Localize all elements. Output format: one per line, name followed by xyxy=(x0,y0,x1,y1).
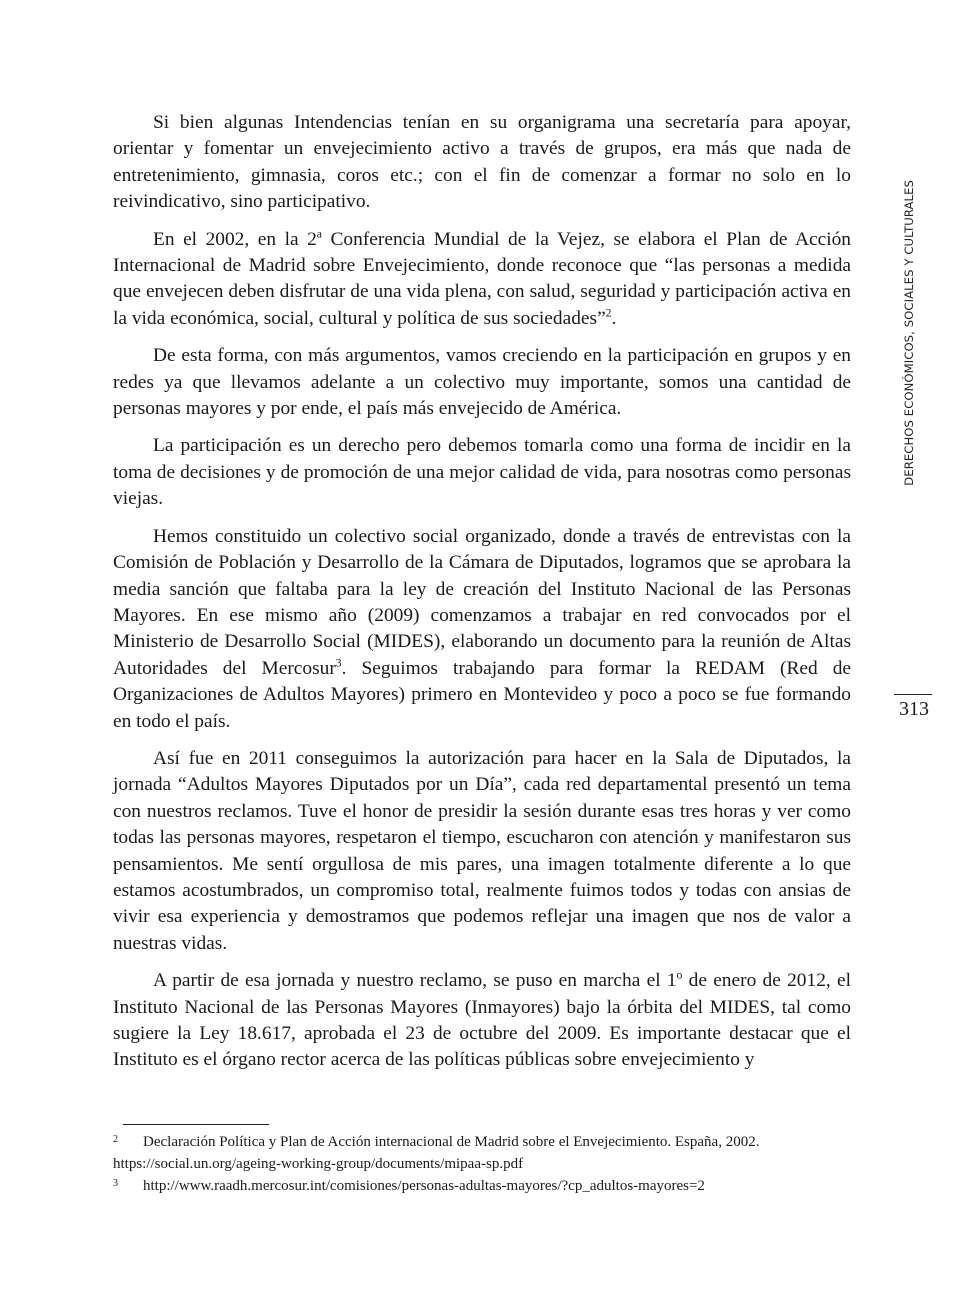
footnote-ref-2[interactable]: 2 xyxy=(605,306,612,320)
ordinal-superscript: a xyxy=(316,227,322,241)
paragraph-5-text: Hemos constituido un colectivo social organizado, donde a través de entrevistas con la Comisión de Población y Desarrollo de la Cámara de Diputados, logramos que se aprobara la media sanción que faltaba para la ley de creación del Instituto Nacional de las Personas Mayores. En ese mismo año (2009) comenzamos a trabajar en red convocados por el Ministerio de Desarrollo Social (MIDES), elaborando un documento para la reunión de Altas Autoridades del Mercosur xyxy=(113,525,851,679)
page-number-rule xyxy=(894,694,932,695)
paragraph-4: La participación es un derecho pero debemos tomarla como una forma de incidir en la toma de decisiones y de promoción de una mejor calidad de vida, para nosotras como personas viejas. xyxy=(113,435,851,510)
paragraph-6: Así fue en 2011 conseguimos la autorización para hacer en la Sala de Diputados, la jornada “Adultos Mayores Diputados por un Día”, cada red departamental presentó un tema con nuestros reclamos. Tuve el honor de presidir la sesión durante esas tres horas y ver como todas las personas mayores, respetaron el tiempo, escucharon con atención y manifestaron sus pensamientos. Me sentí orgullosa de mis pares, una imagen totalmente diferente a lo que estamos acostumbrados, un compromiso total, realmente fuimos todos y todas con ansias de vivir esa experiencia y demostramos que podemos reflejar una imagen que nos de valor a nuestras vidas. xyxy=(113,747,851,954)
paragraph-2-end: . xyxy=(611,307,617,329)
footnote-rule xyxy=(123,1124,269,1125)
footnote-3 xyxy=(113,1175,851,1197)
paragraph-7-text-cont: de enero de 2012, el Instituto Nacional de las Personas Mayores (Inmayores) bajo la órbita del MIDES, tal como sugiere la Ley 18.617, aprobada el 23 de octubre del 2009. Es importante destacar que el Instituto es el órgano rector acerca de las políticas públicas sobre envejecimiento y xyxy=(113,970,851,1071)
footnote-link[interactable]: https://social.un.org/ageing-working-group/documents/mipaa-sp.pdf xyxy=(113,1156,524,1172)
footnote-text: Declaración Política y Plan de Acción internacional de Madrid sobre el Envejecimiento. España, 2002. xyxy=(143,1134,760,1150)
paragraph-2-text: En el 2002, en la 2 xyxy=(153,228,317,250)
paragraph-5-text-cont: . Seguimos trabajando para formar la REDAM (Red de Organizaciones de Adultos Mayores) primero en Montevideo y poco a poco se fue formando en todo el país. xyxy=(113,657,851,732)
footnote-number: 3 xyxy=(113,1178,118,1189)
paragraph-2 xyxy=(113,227,851,333)
footnotes xyxy=(113,1131,851,1197)
paragraph-3: De esta forma, con más argumentos, vamos creciendo en la participación en grupos y en redes ya que llevamos adelante a un colectivo muy importante, somos una cantidad de personas mayores y por ende, el país más envejecido de América. xyxy=(113,345,851,420)
paragraph-2-text-cont: Conferencia Mundial de la Vejez, se elabora el Plan de Acción Internacional de Madrid sobre Envejecimiento, donde reconoce que “las personas a medida que envejecen deben disfrutar de una vida plena, con salud, seguridad y participación activa en la vida económica, social, cultural y política de sus sociedades” xyxy=(113,228,851,329)
page-number: 313 xyxy=(899,698,929,720)
footnote-number: 2 xyxy=(113,1134,118,1145)
ordinal-superscript: o xyxy=(676,968,683,982)
footnote-2 xyxy=(113,1131,851,1175)
paragraph-5 xyxy=(113,524,851,735)
footnote-ref-3[interactable]: 3 xyxy=(335,656,342,670)
paragraph-1: Si bien algunas Intendencias tenían en su organigrama una secretaría para apoyar, orientar y fomentar un envejecimiento activo a través de grupos, era más que nada de entretenimiento, gimnasia, coros etc.; con el fin de comenzar a formar no solo en lo reivindicativo, sino participativo. xyxy=(113,112,851,213)
paragraph-7 xyxy=(113,968,851,1074)
footnote-link[interactable]: http://www.raadh.mercosur.int/comisiones/personas-adultas-mayores/?cp_adultos-mayores=2 xyxy=(143,1178,705,1194)
paragraph-7-text: A partir de esa jornada y nuestro reclamo, se puso en marcha el 1 xyxy=(153,970,677,992)
page-body xyxy=(113,110,851,1085)
running-header: DERECHOS ECONÓMICOS, SOCIALES Y CULTURALES xyxy=(902,180,916,486)
